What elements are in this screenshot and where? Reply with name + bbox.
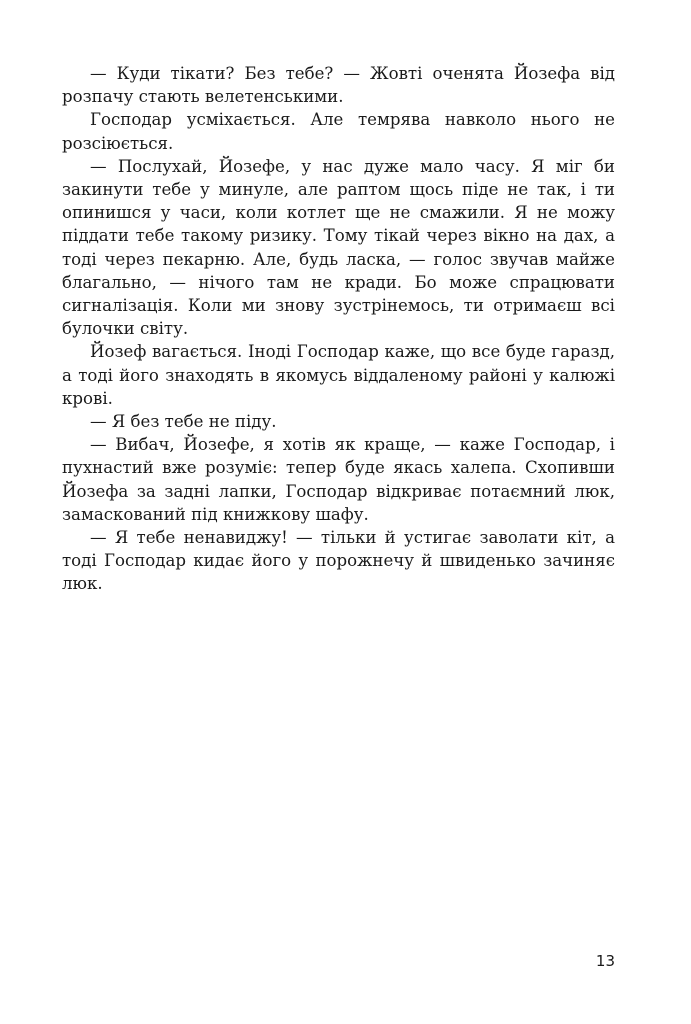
paragraph-2: Господар усміхається. Але темрява навколо нього не розсіюється.	[62, 110, 615, 153]
paragraph-3: — Послухай, Йозефе, у нас дуже мало часу. Я міг би закинути тебе у минуле, але раптом щось піде не так, і ти опинишся у часи, коли котлет ще не смажили. Я не можу піддати тебе такому ризику. Тому тікай через вікно на дах, а тоді через пекарню. Але, будь ласка, — голос звучав майже благально, — нічого там не кради. Бо може спрацювати сигналізація. Коли ми знову зустрінемось, ти отримаєш всі булочки світу.	[62, 156, 615, 339]
paragraph-5: — Я без тебе не піду.	[90, 412, 277, 432]
page-number: 13	[595, 952, 615, 970]
page-body	[62, 62, 615, 596]
paragraph-7: — Я тебе ненавиджу! — тільки й устигає заволати кіт, а тоді Господар кидає його у порожнечу й швиденько зачиняє люк.	[62, 528, 615, 594]
paragraph-1: — Куди тікати? Без тебе? — Жовті оченята Йозефа від розпачу стають велетенськими.	[62, 64, 615, 107]
paragraph-6: — Вибач, Йозефе, я хотів як краще, — каже Господар, і пухнастий вже розуміє: тепер буде якась халепа. Схопивши Йозефа за задні лапки, Господар відкриває потаємний люк, замаскований під книжкову шафу.	[62, 435, 615, 524]
paragraph-4: Йозеф вагається. Іноді Господар каже, що все буде гаразд, а тоді його знаходять в якомусь віддаленому районі у калюжі крові.	[62, 342, 615, 408]
